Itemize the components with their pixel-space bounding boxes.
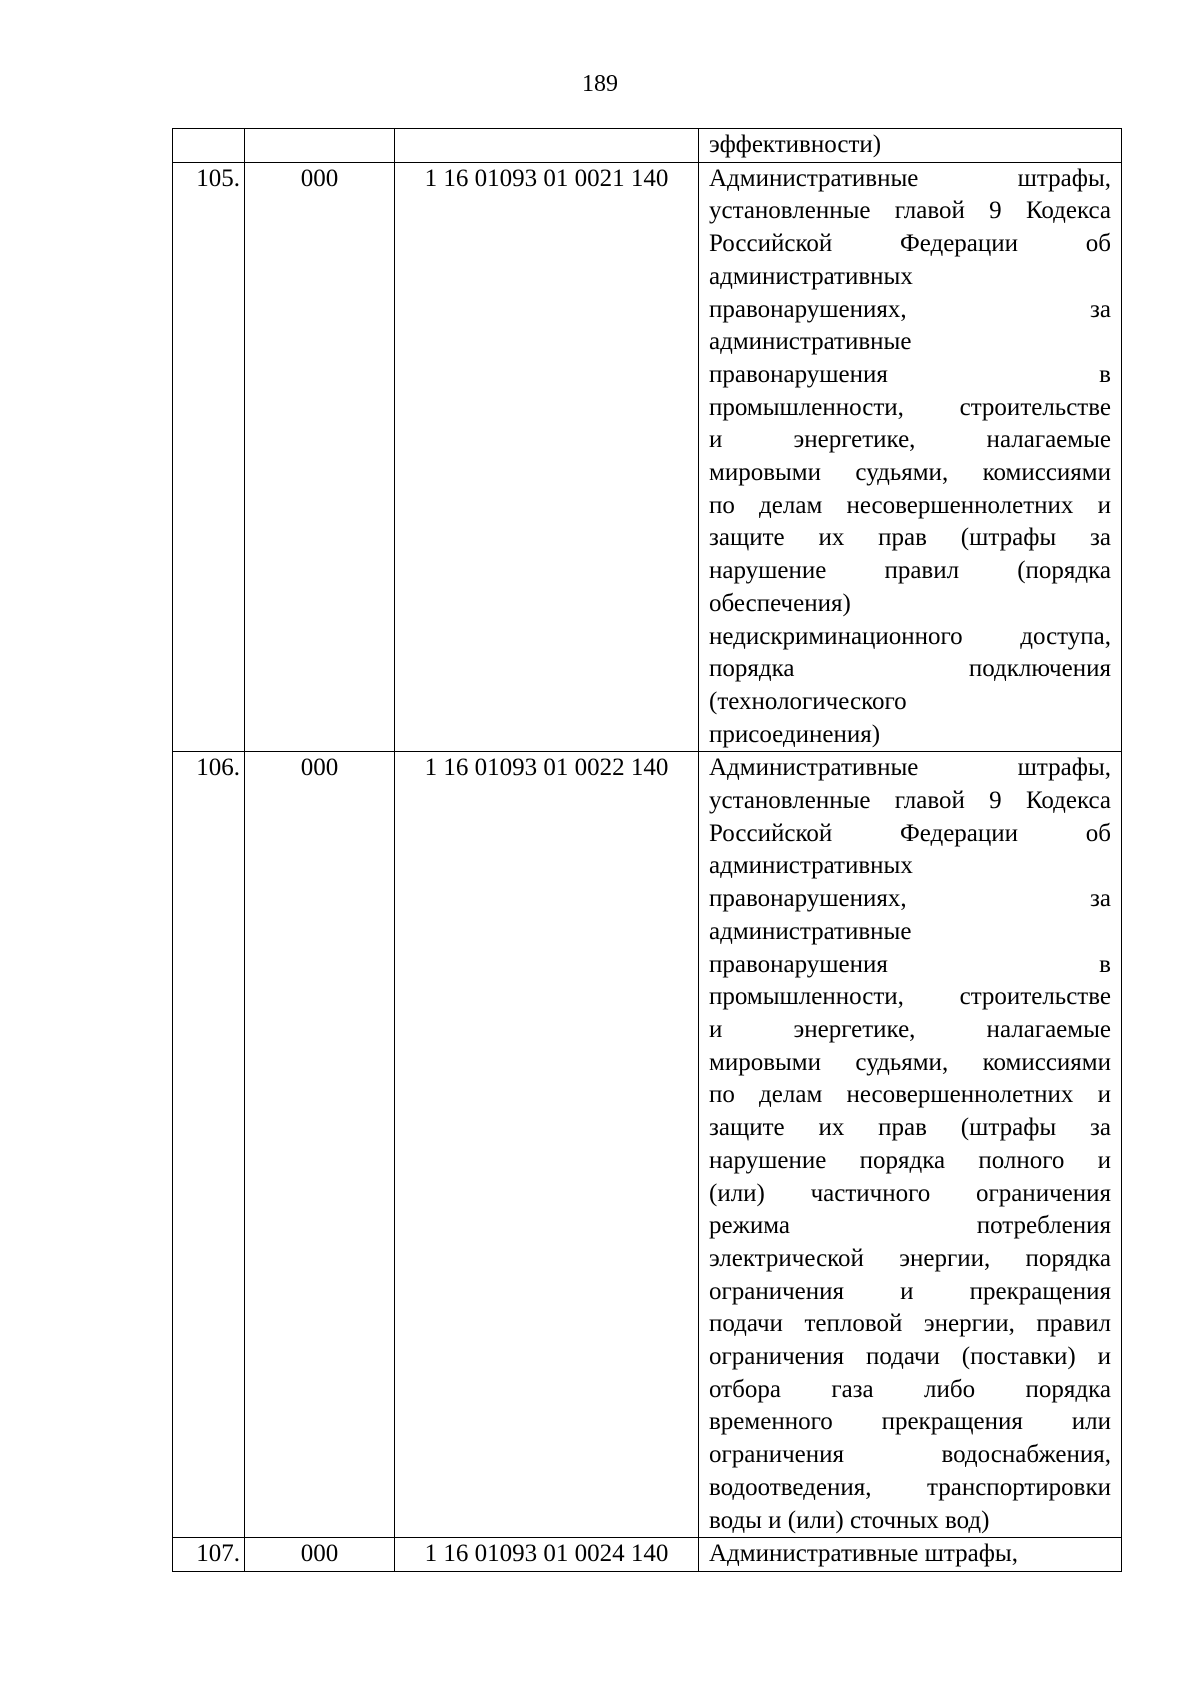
description-line: административные — [709, 328, 912, 356]
page-number: 189 — [582, 71, 618, 97]
description-line: недискриминационного доступа, — [709, 622, 1111, 650]
description-line: временного прекращения или — [709, 1408, 1111, 1436]
description-line: (или) частичного ограничения — [709, 1179, 1111, 1207]
table-row — [173, 1538, 1122, 1572]
row-number — [173, 129, 245, 163]
description-line: подачи тепловой энергии, правил — [709, 1310, 1111, 1338]
table-row — [173, 129, 1122, 163]
description-line: нарушение правил (порядка — [709, 557, 1111, 585]
description-line: Российской Федерации об — [709, 230, 1111, 258]
description-line: правонарушениях, за — [709, 885, 1111, 913]
description-line: защите их прав (штрафы за — [709, 524, 1111, 552]
admin-code: 000 — [245, 1538, 395, 1572]
description-line: Административные штрафы, — [709, 754, 1111, 782]
budget-classification-code: 1 16 01093 01 0021 140 — [395, 162, 699, 752]
description-line: правонарушения в — [709, 950, 1111, 978]
description-cell — [699, 752, 1122, 1538]
admin-code: 000 — [245, 162, 395, 752]
description-line: правонарушения в — [709, 360, 1111, 388]
budget-classification-code: 1 16 01093 01 0022 140 — [395, 752, 699, 1538]
admin-code: 000 — [245, 752, 395, 1538]
description-line: Административные штрафы, — [709, 164, 1111, 192]
table-row — [173, 162, 1122, 752]
description-line: эффективности) — [709, 131, 882, 158]
description-line: Российской Федерации об — [709, 819, 1111, 847]
budget-classification-code — [395, 129, 699, 163]
description-cell — [699, 129, 1122, 163]
description-line: водоотведения, транспортировки — [709, 1473, 1111, 1501]
description-line: порядка подключения — [709, 655, 1111, 683]
description-line: ограничения подачи (поставки) и — [709, 1343, 1111, 1371]
description-line: административных — [709, 852, 913, 880]
description-line: административных — [709, 262, 913, 290]
description-line: обеспечения) — [709, 589, 851, 617]
description-line: ограничения водоснабжения, — [709, 1441, 1111, 1469]
description-line: административные — [709, 917, 912, 945]
description-line: режима потребления — [709, 1212, 1111, 1240]
budget-classification-code: 1 16 01093 01 0024 140 — [395, 1538, 699, 1572]
description-line: по делам несовершеннолетних и — [709, 1081, 1111, 1109]
description-line: ограничения и прекращения — [709, 1277, 1111, 1305]
description-line: электрической энергии, порядка — [709, 1244, 1111, 1272]
description-line: правонарушениях, за — [709, 295, 1111, 323]
description-line: промышленности, строительстве — [709, 393, 1111, 421]
description-line: мировыми судьями, комиссиями — [709, 1048, 1111, 1076]
table-row — [173, 752, 1122, 1538]
description-line: и энергетике, налагаемые — [709, 1015, 1111, 1043]
description-line: защите их прав (штрафы за — [709, 1114, 1111, 1142]
description-line: отбора газа либо порядка — [709, 1375, 1111, 1403]
description-line: воды и (или) сточных вод) — [709, 1506, 990, 1534]
description-line: Административные штрафы, — [709, 1540, 1018, 1568]
description-line: и энергетике, налагаемые — [709, 426, 1111, 454]
description-line: промышленности, строительстве — [709, 983, 1111, 1011]
description-line: (технологического — [709, 687, 907, 715]
row-number: 107. — [173, 1538, 245, 1572]
kbk-table — [172, 128, 1122, 1572]
description-line: установленные главой 9 Кодекса — [709, 197, 1111, 225]
description-line: по делам несовершеннолетних и — [709, 491, 1111, 519]
row-number: 106. — [173, 752, 245, 1538]
description-line: нарушение порядка полного и — [709, 1146, 1111, 1174]
table-body — [173, 129, 1122, 1572]
description-line: установленные главой 9 Кодекса — [709, 787, 1111, 815]
description-cell — [699, 1538, 1122, 1572]
description-line: присоединения) — [709, 720, 881, 748]
row-number: 105. — [173, 162, 245, 752]
description-line: мировыми судьями, комиссиями — [709, 459, 1111, 487]
description-cell — [699, 162, 1122, 752]
admin-code — [245, 129, 395, 163]
